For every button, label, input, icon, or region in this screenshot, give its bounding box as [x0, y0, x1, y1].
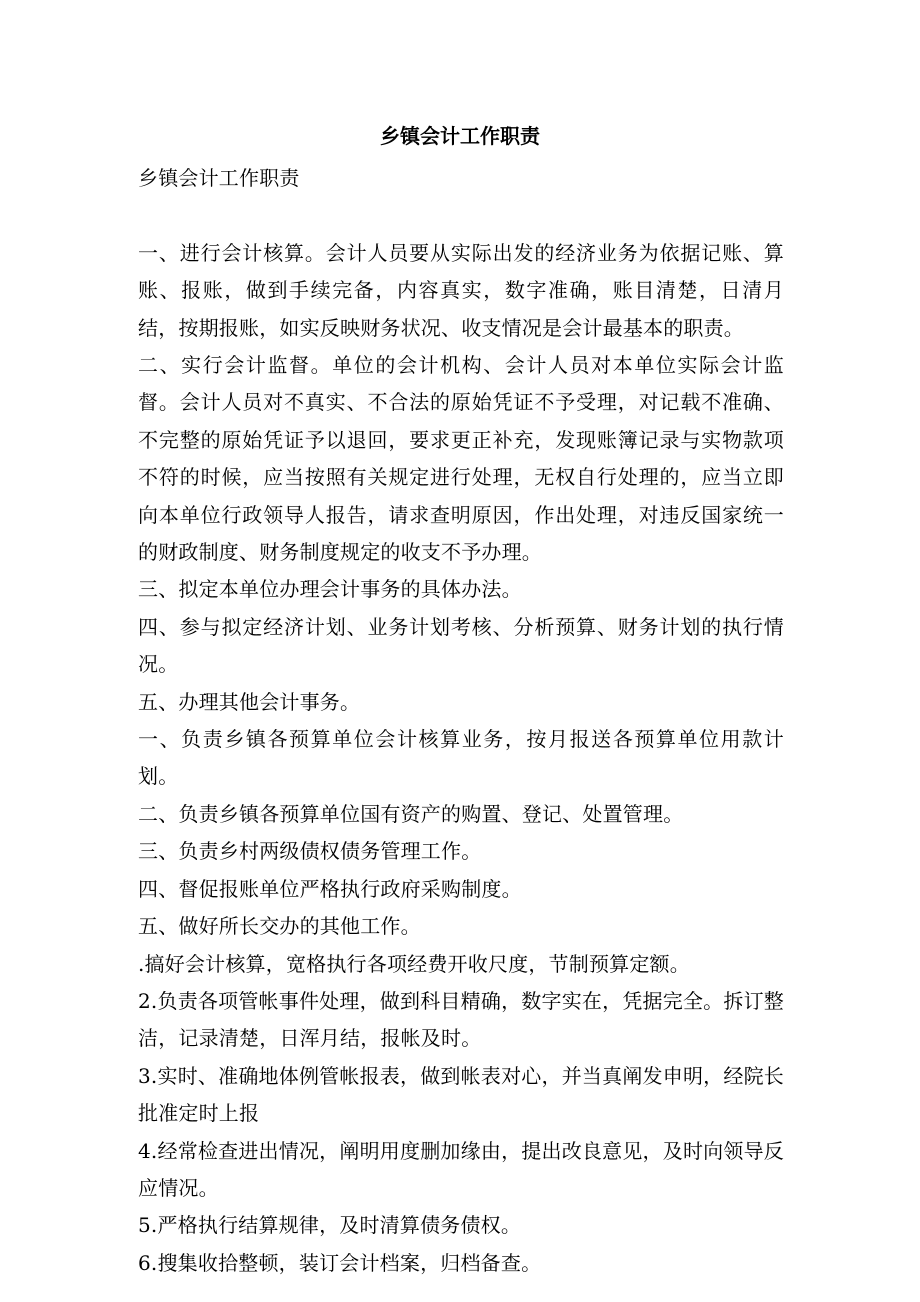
document-body: [138, 160, 784, 1282]
paragraph: 一、进行会计核算。会计人员要从实际出发的经济业务为依据记账、算账、报账，做到手续完备，内容真实，数字准确，账目清楚，日清月结，按期报账，如实反映财务状况、收支情况是会计最基本的职责。: [138, 240, 784, 340]
paragraph: 三、拟定本单位办理会计事务的具体办法。: [138, 577, 522, 602]
paragraph: 四、参与拟定经济计划、业务计划考核、分析预算、财务计划的执行情况。: [138, 614, 784, 677]
paragraph: .搞好会计核算，宽格执行各项经费开收尺度，节制预算定额。: [138, 951, 690, 976]
document-subtitle: 乡镇会计工作职责: [138, 166, 300, 190]
paragraph: 五、做好所长交办的其他工作。: [138, 914, 421, 939]
paragraph: 4.经常检查进出情况，阐明用度删加缘由，提出改良意见，及时向领导反应情况。: [138, 1138, 784, 1200]
paragraph: 四、督促报账单位严格执行政府采购制度。: [138, 876, 522, 901]
paragraph: 五、办理其他会计事务。: [138, 689, 361, 714]
blank-line: [138, 197, 784, 234]
paragraph: 二、实行会计监督。单位的会计机构、会计人员对本单位实际会计监督。会计人员对不真实、不合法的原始凭证不予受理，对记载不准确、不完整的原始凭证予以退回，要求更正补充，发现账簿记录与实物款项不符的时候，应当按照有关规定进行处理，无权自行处理的，应当立即向本单位行政领导人报告，请求查明原因，作出处理，对违反国家统一的财政制度、财务制度规定的收支不予办理。: [138, 353, 784, 565]
paragraph: 一、负责乡镇各预算单位会计核算业务，按月报送各预算单位用款计划。: [138, 727, 784, 789]
paragraph: 2.负责各项管帐事件处理，做到科目精确，数字实在，凭据完全。拆订整洁，记录清楚，日浑月结，报帐及时。: [138, 988, 784, 1051]
paragraph: 三、负责乡村两级债权债务管理工作。: [138, 839, 482, 864]
paragraph: 6.搜集收拾整顿，装订会计档案，归档备查。: [138, 1250, 542, 1275]
paragraph: 3.实时、准确地体例管帐报表，做到帐表对心，并当真阐发申明，经院长批准定时上报: [138, 1063, 784, 1126]
paragraph: 5.严格执行结算规律，及时清算债务债权。: [138, 1213, 522, 1238]
paragraph: 二、负责乡镇各预算单位国有资产的购置、登记、处置管理。: [138, 801, 684, 826]
document-title: 乡镇会计工作职责: [380, 124, 540, 148]
